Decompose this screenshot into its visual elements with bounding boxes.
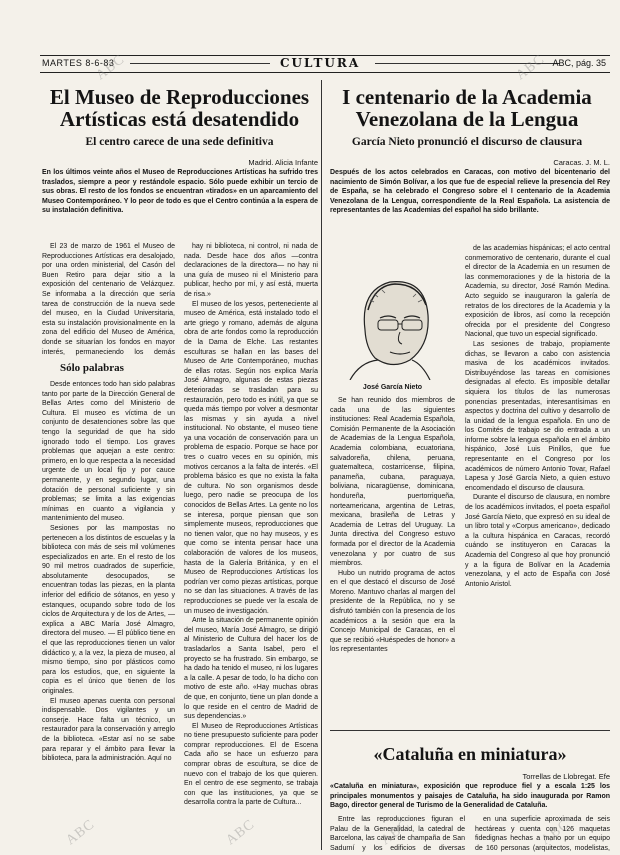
paragraph: Ante la situación de permanente opinión del museo, María José Almagro, se dirigió al Ministerio de Cultura del hacer los de trasladarlos a Santa Isabel, pero el proyecto se ha frustrado. Sin embargo, se ha dado ha tenido el museo, ni los lugares a la calle. A pesar de todo, lo ha dicho con motivo de este año. «Hay muchas obras de que, en conjunto, tiene un plan donde a lo que reside en el centro de Madrid de sus dependencias.» — [184, 617, 318, 721]
right-byline: Caracas. J. M. L. — [553, 158, 610, 167]
paragraph: El museo de los yesos, perteneciente al museo de América, está instalado todo el arte griego y romano, además de alguna obra de arte fondos como la reproducción de la Dama de Elche. Las restantes esculturas se hallan en las bases del Museo de Arte Contemporáneo, muchas de ellas rotas. Según nos explica María José Almagro, algunas de estas piezas deterioradas se trasladan para su restauración, pero todo es inútil, ya que se queda más tiempo por volver a desmontar las mismas y sin ayuda a nivel institucional. No obstante, el museo tiene ya una vocación de conservación para un problema de espacio. Porque se hace por tres o cuatro veces en su opinión, mis motivos cercanos a la falta de interés. «El problema básico es que no exista la falta de cultura. No son organismos desde luego, pero nadie se preocupa de los conocidos de Bellas Artes. La gente no los se interesa, porque piensan que son simplemente museos, reproducciones que no tienen valor, que no hay museos, y es que como se intenta pensar hace una colaboración de valores de los museos, hasta de la Galería Británica, y en el Museo de Reproducciones Artísticas los podrían ver como piezas artísticas, porque no se dan las situaciones. A través de las reproducciones se puede ver la escala de un museo de investigación. — [184, 300, 318, 615]
right-subheadline: García Nieto pronunció el discurso de clausura — [351, 136, 583, 148]
paragraph: en una superficie aproximada de seis hectáreas y cuenta con 126 maquetas fidedignas hechas a mano por un equipo de 160 personas (arquitectos, modelistas, — [475, 816, 610, 852]
section-divider — [330, 730, 610, 731]
paragraph: Se han reunido dos miembros de cada una de las siguientes instituciones: Real Academia Española, Comisión Permanente de la Asociación de Academias de la Lengua Española, Academia colombiana, ecuatoriana, salvadoreña, chilena, peruana, guatemalteca, costarricense, filipina, panameña, cubana, paraguaya, boliviana, nicaragüense, dominicana, hondureña, puertorriqueña, norteamericana, argentina de Letras, mexicana, brasileña de Letras y Academia de Letras del Uruguay. La Junta directiva del Congreso estuvo formada por el director de la Academia venezolana y por cuatro de sus miembros. — [330, 397, 455, 568]
left-col1b — [42, 380, 175, 850]
paragraph: Durante el discurso de clausura, en nombre de los académicos invitados, el poeta español José García Nieto, que expresó en su ideal de un libro total y «Corpus americano», dedicado a la cultura hispánica en Caracas, recordó cuándo se instituyeron en Caracas la Academia del Congreso al que hoy pronunció y a la figura de Bolívar en la Academia venezolana, y el acto de España con José Antonio Aristol. — [465, 494, 610, 588]
header-page-ref: ABC, pág. 35 — [552, 58, 606, 68]
header-date: MARTES 8-6-83 — [42, 58, 115, 68]
paragraph: Las sesiones de trabajo, propiamente dichas, se llevaron a cabo con asistencia masiva de los académicos invitados. Distribuyéndose las tareas en comisiones designadas al efecto. Es imposible detallar siquiera los títulos de las numerosas ponencias presentadas, interesantísimas en aspectos y doctrina del cultivo y desarrollo de la unidad de la lengua española. En uno de los Comités de trabajo se dio entrada a un informe sobre la lengua española en el ámbito hispánico, José Luis Pinillos, que fue representante en el Congreso por los académicos de número Antonio Tovar, Rafael Lapesa y José García Nieto, a quien estuvo encomendado el discurso de clausura. — [465, 340, 610, 492]
watermark-stamp: ABC — [378, 816, 413, 849]
portrait-illustration — [330, 260, 455, 380]
left-lead: En los últimos veinte años el Museo de Reproducciones Artísticas ha sufrido tres traslados, siempre a peor y restándole espacio. Sólo puede exhibir un tercio de sus obras. El resto de los fondos se encuentran «tirados» en un aparcamiento del Museo Contemporáneo. Y lo peor de todo es que el Centro continúa a la espera de su instalación definitiva. — [42, 169, 318, 215]
bottom-lead: «Cataluña en miniatura», exposición que reproduce fiel y a escala 1:25 los principales monumentos y paisajes de Cataluña, ha sido inaugurada por Ramon Bago, director general de Turismo de la Generalidad de Cataluña. — [330, 783, 610, 810]
header-rule-left — [130, 63, 270, 64]
paragraph: El 23 de marzo de 1961 el Museo de Reproducciones Artísticas era desalojado, por una orden ministerial, del Casón del Buen Retiro para dejar sitio a la exposición del centenario de Velázquez. Se informaba a la dirección que sería tarea de construcción de la nueva sede del museo, en la Ciudad Universitaria, esta su instalación provisionalmente en la zona del edificio del Museo de América, donde se situarían los fondos en mayor interés, permaneciendo los demás — [42, 243, 175, 356]
column-divider — [321, 80, 322, 850]
left-col1 — [42, 242, 175, 357]
portrait-caption: José García Nieto — [362, 384, 423, 391]
section-title: CULTURA — [280, 56, 361, 70]
right-col4 — [465, 244, 610, 719]
watermark-stamp: ABC — [513, 51, 548, 84]
paragraph: Desde entonces todo han sido palabras tanto por parte de la Dirección General de Bellas Artes como del Ministerio de Cultura. El museo es víctima de un conjunto de desatenciones sobre las que tengo la seguridad de que ha sido ignorado todo el tiempo. Los graves problemas que aquejan a este centro: primero, en lo que respecta a la necesidad urgente de un local fijo y por cauce permanente, y en segundo lugar, una dotación de personal suficiente y sin problemas; se limita a las exigencias mínimas en cuanto a vigilancia y mantenimiento del museo. — [42, 381, 175, 523]
paragraph: El Museo de Reproducciones Artísticas no tiene presupuesto suficiente para poder comprar reproducciones. El de Escena Cada año se hace un esfuerzo para comprar obras de escultura, se dice de nuevo con el trabajo de los que quieren. En el centro de ese segmento, se trabaja con que las instituciones, ya que se desarrolla contra la parte de Cultura... — [184, 722, 318, 807]
watermark-stamp: ABC — [63, 816, 98, 849]
paragraph: Hubo un nutrido programa de actos en el que destacó el discurso de José Moreno. Mantuvo charlas al margen del presidente de la República, no y se disfrutó también con la presencia de los académicos a la sesión que era la Concejo Municipal de Caracas, en el que se recibió «Huéspedes de honor» a los representantes — [330, 569, 455, 654]
left-col2 — [184, 242, 318, 850]
left-subhead: Sólo palabras — [60, 362, 124, 374]
watermark-stamp: ABC — [93, 51, 128, 84]
paragraph: El museo apenas cuenta con personal indispensable. Dos vigilantes y un conserje. Hace falta un técnico, un restaurador para la conservación y arreglo de la biblioteca. «Estar así no se sabe para reparar y el ámbito para llevar la biblioteca, para la administración. Aquí no — [42, 697, 175, 763]
paragraph: Sesiones por las mampostas no pertenecen a los distintos de escuelas y la biblioteca con más de seis mil volúmenes especializados en arte. En el resto de los 90 mil metros cuadrados de superficie, absolutamente desocupados, se encuentran todas las piezas, en la planta inferior del edificio de sótanos, en yeso y estanques, ocupando sobre todo de los ciclos de Arquitectura y de los de Artes, — explica a ABC María José Almagro, directora del museo. — El público tiene en el que las reproducciones tienen un valor didáctico y, a la vez, la pieza de museo, al mismo tiempo, sino por plásticos como para los estudios, que, en siguiente la copia es el único que tienen de los originales. — [42, 524, 175, 695]
left-subheadline: El centro carece de una sede definitiva — [85, 136, 274, 148]
bottom-byline: Torrellas de Llobregat. Efe — [522, 772, 610, 781]
watermark-stamp: ABC — [223, 816, 258, 849]
paragraph: hay ni biblioteca, ni control, ni nada de nada. Desde hace dos años —contra declaraciones de la directora— no hay ni una guía de museo ni el Ministerio para publicar, hecho por mí, y así está, muerta de risa.» — [184, 243, 318, 298]
bottom-headline: «Cataluña en miniatura» — [373, 744, 567, 764]
right-col3 — [330, 396, 455, 706]
paragraph: Entre las reproducciones figuran el Palau de la Generalidad, la catedral de Barcelona, las cavas de champaña de San Sadurní y los edificios de diversas — [330, 816, 465, 852]
right-lead: Después de los actos celebrados en Caracas, con motivo del bicentenario del nacimiento de Simón Bolívar, a los que fue de especial relieve la presencia del Rey de España, se ha celebrado el Congreso sobre el I centenario de la Academia Venezolana de la Lengua, correspondiente de la Real Española. La asistencia de representantes de las Academias del español ha sido brillante. — [330, 169, 610, 215]
left-headline: El Museo de Reproducciones Artísticas está desatendido — [49, 85, 310, 132]
watermark-stamp: ABC — [538, 816, 573, 849]
left-byline: Madrid. Alicia Infante — [248, 158, 318, 167]
right-headline: I centenario de la Academia Venezolana de la Lengua — [342, 85, 592, 132]
paragraph: de las academias hispánicas; el acto central conmemorativo de centenario, durante el cual el director de la Academia en un resumen de las conmemoraciones y de la historia de la Academia, su director, José Ramón Medina. Acto seguido se inauguraron la galería de retratos de los directores de la Academia y la exposición de libros, así como la recepción ofrecida por el presidente del Congreso Nacional, que tuvo un especial significado. — [465, 245, 610, 339]
